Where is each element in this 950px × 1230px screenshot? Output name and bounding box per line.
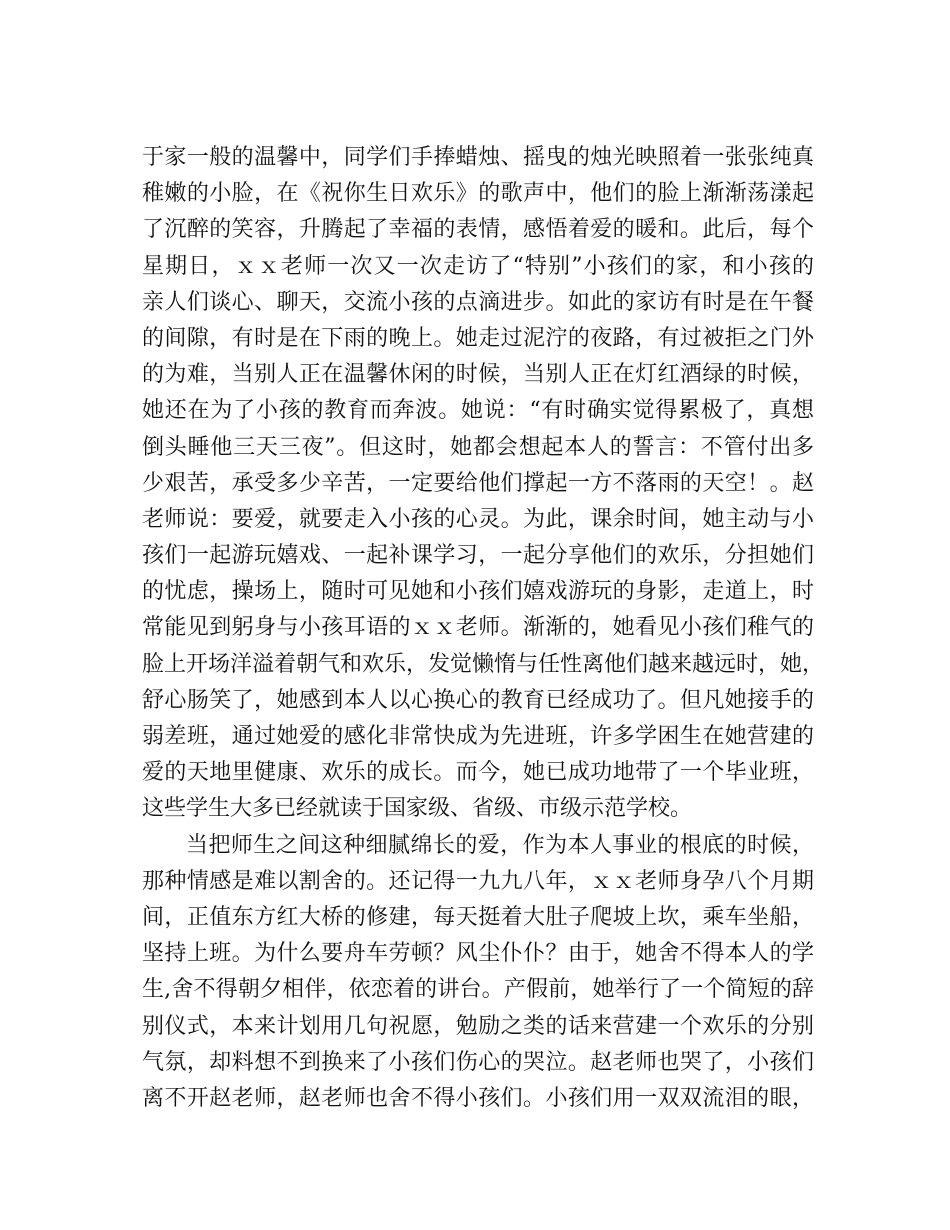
text-line: 间，正值东方红大桥的修建，每天挺着大肚子爬坡上坎，乘车坐船， <box>142 904 814 930</box>
text-line: 的为难，当别人正在温馨休闲的时候，当别人正在灯红酒绿的时候， <box>142 362 814 388</box>
paragraph-1 <box>142 140 825 828</box>
text-line: 她还在为了小孩的教育而奔波。她说：“有时确实觉得累极了，真想 <box>142 398 814 424</box>
text-line: 舒心肠笑了，她感到本人以心换心的教育已经成功了。但凡她接手的 <box>142 687 814 713</box>
text-line: 老师说：要爱，就要走入小孩的心灵。为此，课余时间，她主动与小 <box>142 506 814 532</box>
text-line: 爱的天地里健康、欢乐的成长。而今，她已成功地带了一个毕业班， <box>142 760 814 786</box>
text-line: 于家一般的温馨中，同学们手捧蜡烛、摇曳的烛光映照着一张张纯真 <box>142 145 814 170</box>
text-line: 亲人们谈心、聊天，交流小孩的点滴进步。如此的家访有时是在午餐 <box>142 289 814 315</box>
document-body <box>142 140 825 1117</box>
text-line: 孩们一起游玩嬉戏、一起补课学习，一起分享他们的欢乐，分担她们 <box>142 543 814 569</box>
text-line: 弱差班，通过她爱的感化非常快成为先进班，许多学困生在她营建的 <box>142 724 814 749</box>
text-line: 的忧虑，操场上，随时可见她和小孩们嬉戏游玩的身影，走道上，时 <box>142 579 814 605</box>
text-line: 星期日，ｘｘ老师一次又一次走访了“特别”小孩们的家，和小孩的 <box>142 253 814 279</box>
text-line: 的间隙，有时是在下雨的晚上。她走过泥泞的夜路，有过被拒之门外 <box>142 325 814 351</box>
paragraph-2 <box>142 828 814 1118</box>
text-line: 离不开赵老师，赵老师也舍不得小孩们。小孩们用一双双流泪的眼， <box>142 1085 814 1111</box>
text-line: 少艰苦，承受多少辛苦，一定要给他们撑起一方不落雨的天空！。赵 <box>142 470 814 496</box>
text-line: 常能见到躬身与小孩耳语的ｘｘ老师。渐渐的，她看见小孩们稚气的 <box>142 615 814 641</box>
text-line: 这些学生大多已经就读于国家级、省级、市级示范学校。 <box>142 796 693 822</box>
text-line: 当把师生之间这种细腻绵长的爱，作为本人事业的根底的时候， <box>186 832 814 858</box>
text-line: 倒头睡他三天三夜”。但这时，她都会想起本人的誓言：不管付出多 <box>142 434 814 460</box>
text-line: 了沉醉的笑容，升腾起了幸福的表情，感悟着爱的暖和。此后，每个 <box>142 217 814 243</box>
text-line: 生,舍不得朝夕相伴，依恋着的讲台。产假前，她举行了一个简短的辞 <box>142 977 814 1003</box>
text-line: 别仪式，本来计划用几句祝愿，勉励之类的话来营建一个欢乐的分别 <box>142 1013 814 1039</box>
text-line: 气氛，却料想不到换来了小孩们伤心的哭泣。赵老师也哭了，小孩们 <box>142 1049 814 1075</box>
text-line: 稚嫩的小脸，在《祝你生日欢乐》的歌声中，他们的脸上渐渐荡漾起 <box>142 181 814 207</box>
text-line: 坚持上班。为什么要舟车劳顿？风尘仆仆？由于，她舍不得本人的学 <box>142 941 814 967</box>
text-line: 脸上开场洋溢着朝气和欢乐，发觉懒惰与任性离他们越来越远时，她， <box>142 651 825 677</box>
text-line: 那种情感是难以割舍的。还记得一九九八年，ｘｘ老师身孕八个月期 <box>142 868 814 894</box>
